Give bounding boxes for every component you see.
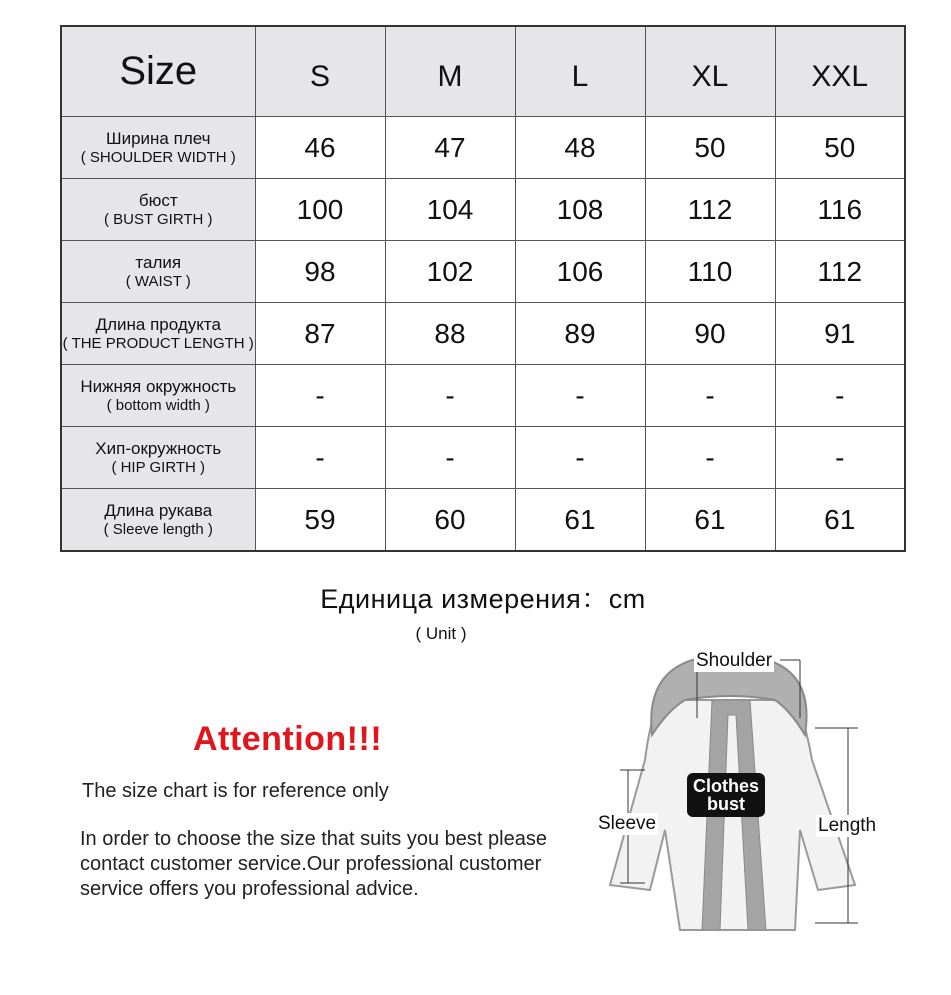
table-cell: 91 <box>775 303 905 365</box>
table-cell: 48 <box>515 117 645 179</box>
row-label <box>61 117 255 179</box>
table-cell: 47 <box>385 117 515 179</box>
table-cell: - <box>645 427 775 489</box>
size-xl-header: XL <box>645 26 775 117</box>
row-label-ru: бюст <box>138 190 178 210</box>
shoulder-label: Shoulder <box>696 650 773 671</box>
table-row <box>61 427 905 489</box>
table-cell: 89 <box>515 303 645 365</box>
row-label <box>61 365 255 427</box>
table-cell: 112 <box>645 179 775 241</box>
table-cell: 61 <box>775 489 905 552</box>
size-header: Size <box>61 26 255 117</box>
row-label-ru: Хип-окружность <box>95 438 222 458</box>
size-table <box>60 25 906 552</box>
table-cell: 112 <box>775 241 905 303</box>
table-row <box>61 117 905 179</box>
row-label <box>61 303 255 365</box>
table-cell: 110 <box>645 241 775 303</box>
size-s-header: S <box>255 26 385 117</box>
bust-badge-line2: bust <box>707 794 745 814</box>
table-cell: 116 <box>775 179 905 241</box>
table-cell: 50 <box>645 117 775 179</box>
row-label-ru: Нижняя окружность <box>80 376 237 396</box>
row-label-ru: Длина рукава <box>104 500 213 520</box>
bust-badge-line1: Clothes <box>692 776 759 796</box>
table-cell: - <box>255 365 385 427</box>
table-cell: - <box>775 365 905 427</box>
size-l-header: L <box>515 26 645 117</box>
table-cell: - <box>515 427 645 489</box>
row-label-ru: талия <box>135 252 182 272</box>
row-label-en: ( BUST GIRTH ) <box>103 210 213 228</box>
table-cell: 61 <box>515 489 645 552</box>
row-label <box>61 489 255 552</box>
clothes-bust-badge <box>687 773 765 817</box>
attention-title: Attention!!! <box>193 720 383 758</box>
unit-sub: ( Unit ) <box>415 624 467 643</box>
row-label <box>61 241 255 303</box>
length-label: Length <box>818 815 877 836</box>
table-row <box>61 241 905 303</box>
table-cell: 108 <box>515 179 645 241</box>
row-label-en: ( WAIST ) <box>125 272 191 290</box>
row-label-en: ( SHOULDER WIDTH ) <box>80 148 236 166</box>
table-cell: 98 <box>255 241 385 303</box>
size-xxl-header: XXL <box>775 26 905 117</box>
table-cell: 90 <box>645 303 775 365</box>
table-cell: 102 <box>385 241 515 303</box>
row-label-ru: Ширина плеч <box>106 128 211 148</box>
table-cell: - <box>385 365 515 427</box>
header-row <box>61 26 905 117</box>
sleeve-label: Sleeve <box>598 813 657 834</box>
table-cell: - <box>385 427 515 489</box>
row-label <box>61 179 255 241</box>
row-label-en: ( THE PRODUCT LENGTH ) <box>62 334 254 352</box>
coat-diagram <box>590 640 910 940</box>
table-cell: 50 <box>775 117 905 179</box>
table-cell: 106 <box>515 241 645 303</box>
table-row <box>61 489 905 552</box>
table-cell: 87 <box>255 303 385 365</box>
table-cell: - <box>645 365 775 427</box>
size-m-header: M <box>385 26 515 117</box>
table-row <box>61 365 905 427</box>
table-cell: - <box>515 365 645 427</box>
row-label-en: ( bottom width ) <box>106 396 210 414</box>
table-cell: 104 <box>385 179 515 241</box>
table-row <box>61 179 905 241</box>
row-label-ru: Длина продукта <box>95 314 221 334</box>
table-cell: - <box>775 427 905 489</box>
table-cell: 60 <box>385 489 515 552</box>
unit-line: Единица измерения：cm <box>320 584 646 614</box>
row-label <box>61 427 255 489</box>
table-cell: 59 <box>255 489 385 552</box>
table-cell: 61 <box>645 489 775 552</box>
reference-note: The size chart is for reference only <box>82 780 389 802</box>
table-row <box>61 303 905 365</box>
advice-note: In order to choose the size that suits you best please contact customer service.Our professional customer service offers you professional advice. <box>80 828 547 900</box>
table-cell: - <box>255 427 385 489</box>
table-cell: 88 <box>385 303 515 365</box>
row-label-en: ( Sleeve length ) <box>103 520 213 538</box>
table-cell: 46 <box>255 117 385 179</box>
table-cell: 100 <box>255 179 385 241</box>
row-label-en: ( HIP GIRTH ) <box>111 458 206 476</box>
